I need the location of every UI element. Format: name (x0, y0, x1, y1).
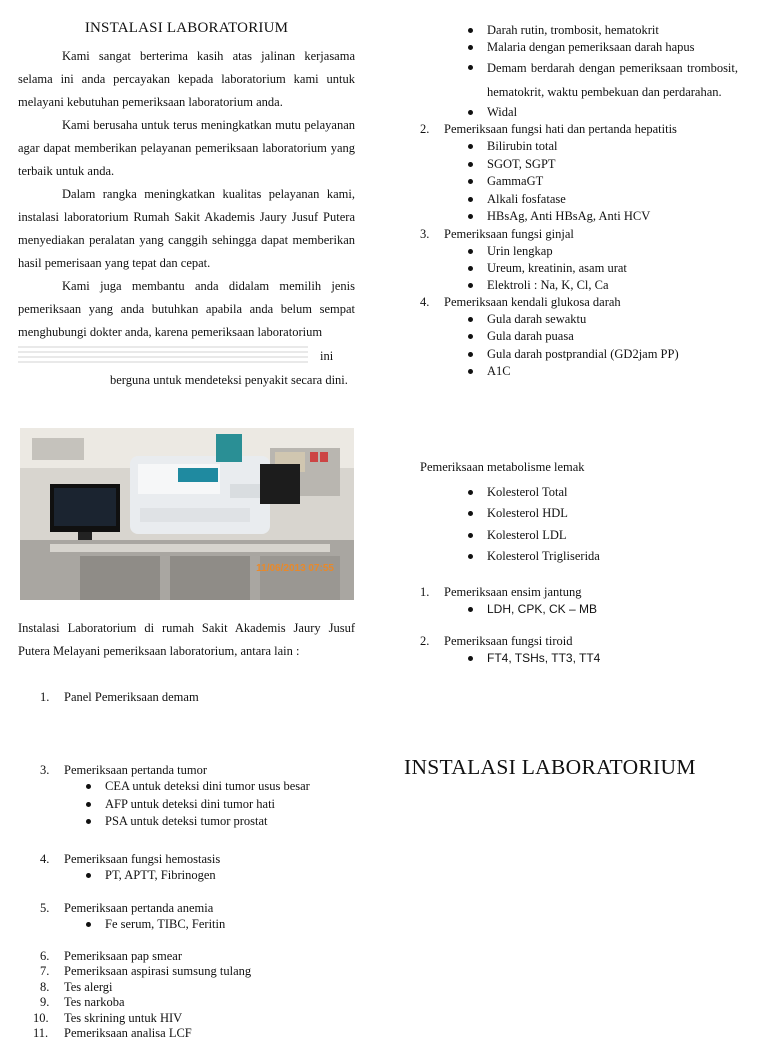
bullet-icon (468, 656, 473, 661)
list-subitem: Kolesterol LDL (420, 525, 740, 547)
list-item: 3. Pemeriksaan fungsi ginjal (420, 226, 574, 241)
list-subitem: Alkali fosfatase (420, 191, 740, 209)
bullet-icon (468, 28, 473, 33)
list-subitem: Kolesterol HDL (420, 503, 740, 525)
list-subitem: Darah rutin, trombosit, hematokrit (420, 22, 740, 39)
bullet-icon (468, 179, 473, 184)
bullet-icon (468, 214, 473, 219)
list-subitem: CEA untuk deteksi dini tumor usus besar (38, 778, 360, 796)
services-intro: Instalasi Laboratorium di rumah Sakit Akademis Jaury Jusuf Putera Melayani pemeriksaan laboratorium, antara lain : (18, 621, 355, 658)
list-subitem: Gula darah puasa (420, 328, 740, 346)
list-subitem: HBsAg, Anti HBsAg, Anti HCV (420, 208, 740, 226)
bullet-icon (468, 266, 473, 271)
bullet-icon (468, 110, 473, 115)
intro-paragraph-1: Kami sangat berterima kasih atas jalinan kerjasama selama ini anda percayakan kepada laboratorium kami untuk melayani kebutuhan pemeriksaan laboratorium anda. (18, 49, 355, 109)
bullet-icon (468, 283, 473, 288)
left-column (18, 20, 355, 392)
spacer (420, 568, 740, 584)
bullet-icon (86, 802, 91, 807)
bullet-icon (468, 45, 473, 50)
spacer (40, 831, 360, 851)
intro-paragraph-2: Kami berusaha untuk terus meningkatkan mutu pelayanan agar dapat memberikan pelayanan pemeriksaan laboratorium yang terbaik untuk anda. (18, 118, 355, 178)
list-subitem: Fe serum, TIBC, Feritin (38, 916, 360, 934)
lab-photo-illustration (20, 428, 354, 600)
list-subitem: GammaGT (420, 173, 740, 191)
list-subitem: FT4, TSHs, TT3, TT4 (420, 650, 740, 667)
scan-artifact (18, 346, 308, 364)
list-subitem: Ureum, kreatinin, asam urat (420, 260, 740, 277)
intro-paragraph-3: Dalam rangka meningkatkan kualitas pelayanan kami, instalasi laboratorium Rumah Sakit Akademis Jaury Jusuf Putera menyediakan peralatan yang canggih sehingga dapat memberikan hasil pemerisaan yang tepat dan cepat. (18, 187, 355, 270)
bullet-icon (468, 490, 473, 495)
left-exam-list (33, 689, 360, 1042)
bullet-icon (468, 162, 473, 167)
list-subitem: Malaria dengan pemeriksaan darah hapus (420, 39, 740, 56)
list-subitem: A1C (420, 363, 740, 381)
bullet-icon (468, 511, 473, 516)
list-subitem: Widal (420, 104, 740, 121)
spacer (40, 706, 360, 762)
paragraph-4-ini: ini (320, 349, 334, 363)
paragraph-4-tail: berguna untuk mendeteksi penyakit secara dini. (110, 373, 348, 387)
list-item: 5. Pemeriksaan pertanda anemia (40, 900, 214, 915)
list-item: 3. Pemeriksaan pertanda tumor (40, 762, 208, 777)
spacer (40, 885, 360, 900)
list-item: 11. Pemeriksaan analisa LCF (33, 1026, 192, 1041)
cover-title: INSTALASI LABORATORIUM (404, 755, 696, 779)
bullet-icon (86, 784, 91, 789)
bullet-icon (468, 369, 473, 374)
list-subitem: Urin lengkap (420, 243, 740, 260)
list-subitem: Gula darah sewaktu (420, 311, 740, 329)
bullet-icon (468, 144, 473, 149)
services-intro-block (18, 617, 355, 663)
bullet-icon (468, 197, 473, 202)
paragraph-4-continuation (18, 344, 355, 368)
bullet-icon (468, 607, 473, 612)
lab-equipment-photo (20, 428, 354, 600)
list-subitem: Gula darah postprandial (GD2jam PP) (420, 346, 740, 364)
spacer (40, 934, 360, 949)
list-item: 6. Pemeriksaan pap smear (40, 948, 183, 963)
bullet-icon (468, 533, 473, 538)
right-column (420, 22, 740, 667)
bullet-icon (468, 317, 473, 322)
list-subitem: Elektroli : Na, K, Cl, Ca (420, 277, 740, 294)
photo-date-stamp: 11/06/2013 07:55 (256, 563, 334, 574)
list-subitem: Kolesterol Total (420, 482, 740, 504)
list-item: 8. Tes alergi (40, 979, 113, 994)
list-item: 1. Pemeriksaan ensim jantung (420, 584, 582, 599)
list-item: 7. Pemeriksaan aspirasi sumsung tulang (40, 964, 252, 979)
bullet-icon (86, 873, 91, 878)
list-subitem: Bilirubin total (420, 138, 740, 156)
spacer (420, 618, 740, 633)
list-item: 2. Pemeriksaan fungsi tiroid (420, 633, 573, 648)
list-item: 4. Pemeriksaan kendali glukosa darah (420, 294, 621, 309)
list-subitem: PSA untuk deteksi tumor prostat (38, 813, 360, 831)
list-subitem: Kolesterol Trigliserida (420, 546, 740, 568)
list-item: 2. Pemeriksaan fungsi hati dan pertanda hepatitis (420, 122, 677, 136)
list-subitem: PT, APTT, Fibrinogen (38, 867, 360, 885)
list-subitem: Demam berdarah dengan pemeriksaan trombosit, hematokrit, waktu pembekuan dan perdarahan. (420, 56, 740, 104)
bullet-icon (86, 922, 91, 927)
list-subitem: LDH, CPK, CK – MB (420, 601, 740, 618)
bullet-icon (468, 65, 473, 70)
bullet-icon (468, 334, 473, 339)
page-title: INSTALASI LABORATORIUM (84, 20, 289, 36)
list-subitem: SGOT, SGPT (420, 156, 740, 174)
lipid-heading: Pemeriksaan metabolisme lemak (420, 459, 585, 474)
bullet-icon (468, 554, 473, 559)
list-item: 9. Tes narkoba (40, 995, 125, 1010)
list-item: 4. Pemeriksaan fungsi hemostasis (40, 851, 221, 866)
bullet-icon (468, 352, 473, 357)
list-item: 1. Panel Pemeriksaan demam (40, 690, 199, 704)
spacer (420, 381, 740, 459)
intro-paragraph-4: Kami juga membantu anda didalam memilih jenis pemeriksaan yang anda butuhkan apabila anda belum sempat menghubungi dokter anda, karena pemeriksaan laboratorium (18, 279, 355, 339)
list-subitem: AFP untuk deteksi dini tumor hati (38, 796, 360, 814)
list-item: 10. Tes skrining untuk HIV (33, 1010, 183, 1025)
bullet-icon (86, 819, 91, 824)
bullet-icon (468, 249, 473, 254)
